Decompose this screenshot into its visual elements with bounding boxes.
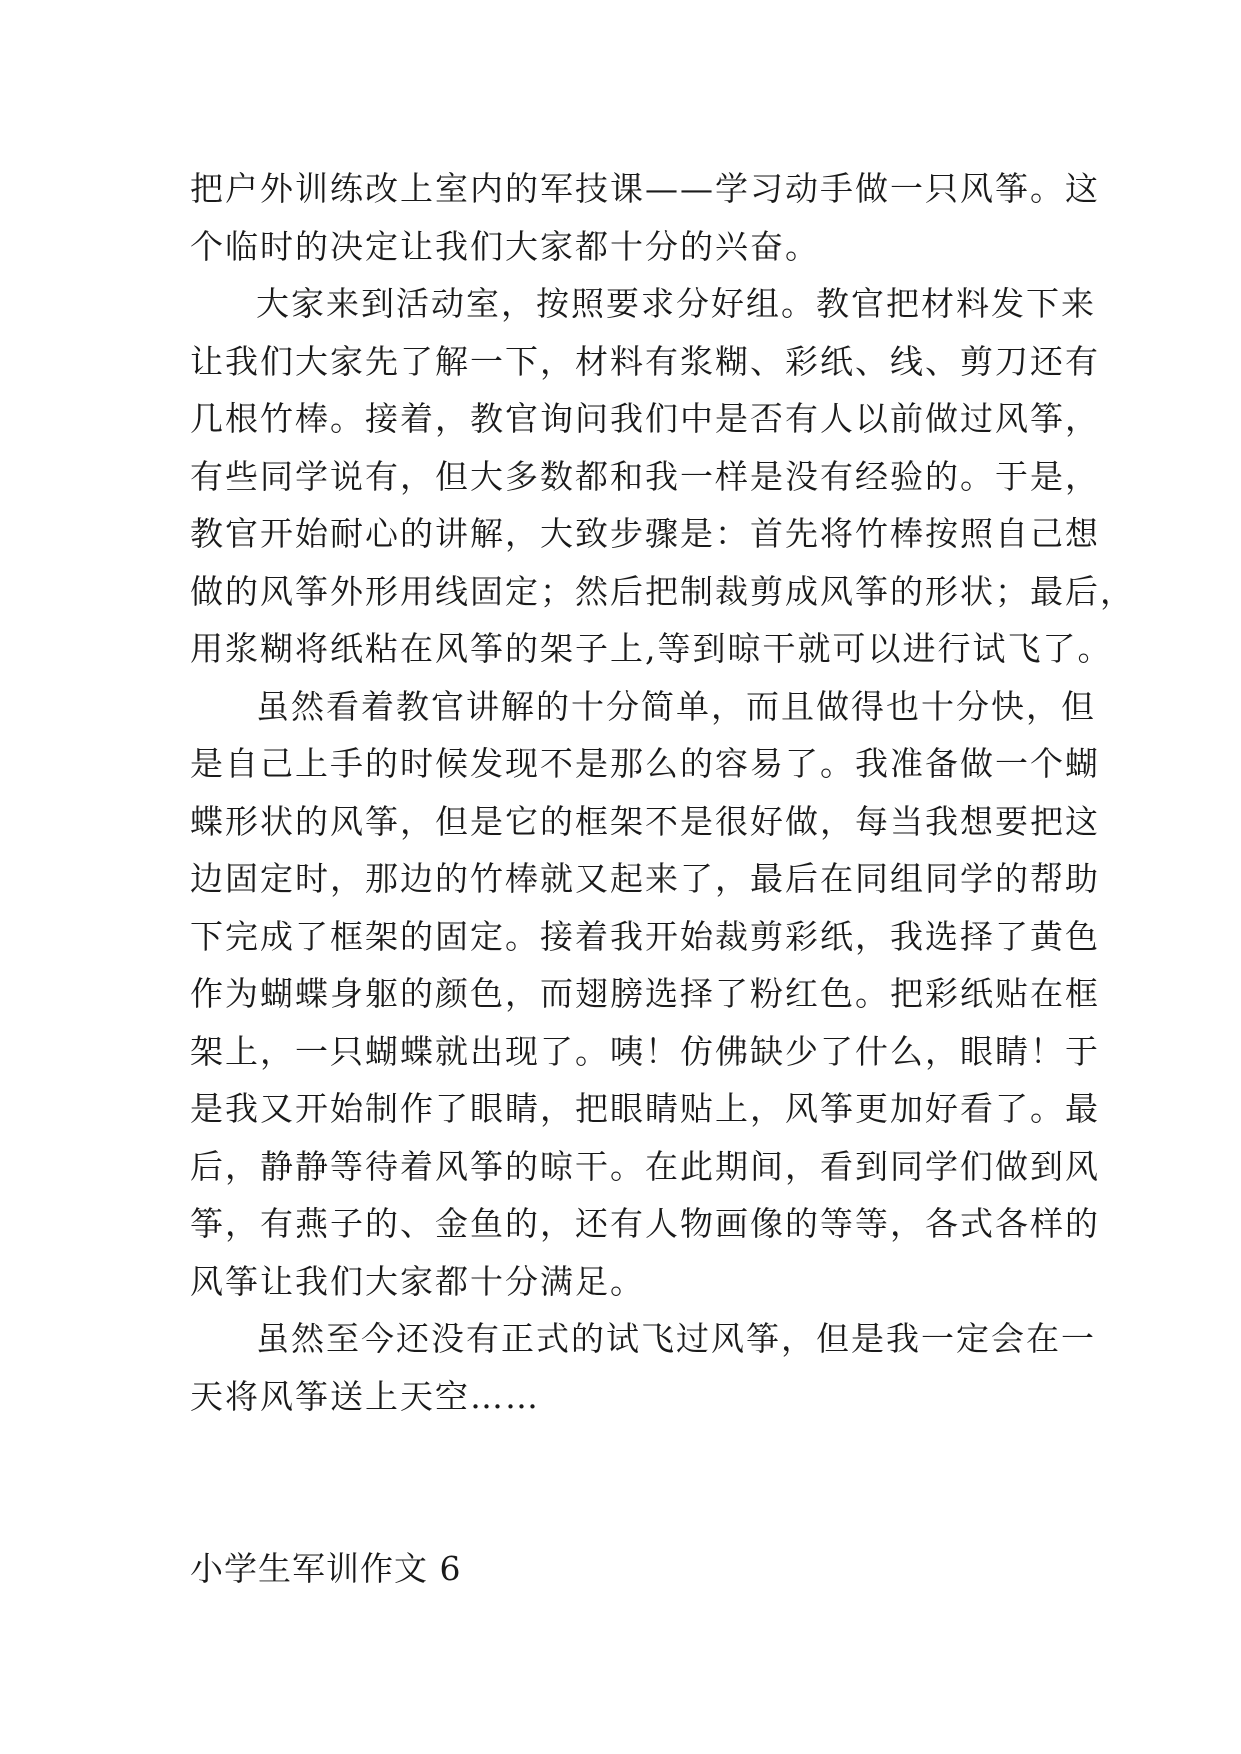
text-line: 教官开始耐心的讲解，大致步骤是：首先将竹棒按照自己想 [190, 514, 1100, 553]
paragraph-start-line: 虽然看着教官讲解的十分简单，而且做得也十分快，但 [256, 686, 1096, 726]
text-line: 是自己上手的时候发现不是那么的容易了。我准备做一个蝴 [190, 744, 1100, 783]
text-line: 作为蝴蝶身躯的颜色，而翅膀选择了粉红色。把彩纸贴在框 [190, 974, 1100, 1013]
text-line: 有些同学说有，但大多数都和我一样是没有经验的。于是， [190, 456, 1100, 496]
paragraph-start-line: 大家来到活动室，按照要求分好组。教官把材料发下来 [256, 284, 1096, 323]
text-line: 是我又开始制作了眼睛，把眼睛贴上，风筝更加好看了。最 [190, 1089, 1100, 1128]
section-title: 小学生军训作文 6 [190, 1549, 462, 1588]
text-line: 用浆糊将纸粘在风筝的架子上,等到晾干就可以进行试飞了。 [190, 629, 1113, 668]
text-line: 几根竹棒。接着，教官询问我们中是否有人以前做过风筝， [190, 399, 1100, 438]
text-line: 让我们大家先了解一下，材料有浆糊、彩纸、线、剪刀还有 [190, 341, 1100, 381]
text-line: 把户外训练改上室内的军技课——学习动手做一只风筝。这 [190, 169, 1100, 208]
text-line: 天将风筝送上天空…… [190, 1376, 540, 1416]
text-line: 后，静静等待着风筝的晾干。在此期间，看到同学们做到风 [190, 1146, 1100, 1186]
text-line: 下完成了框架的固定。接着我开始裁剪彩纸，我选择了黄色 [190, 916, 1100, 956]
text-line: 筝，有燕子的、金鱼的，还有人物画像的等等，各式各样的 [190, 1204, 1100, 1243]
text-line: 架上，一只蝴蝶就出现了。咦！仿佛缺少了什么，眼睛！于 [190, 1031, 1100, 1071]
text-line: 做的风筝外形用线固定；然后把制裁剪成风筝的形状；最后， [190, 571, 1135, 611]
text-line: 风筝让我们大家都十分满足。 [190, 1261, 645, 1301]
paragraph-start-line: 虽然至今还没有正式的试飞过风筝，但是我一定会在一 [256, 1319, 1096, 1358]
text-line: 个临时的决定让我们大家都十分的兴奋。 [190, 226, 820, 266]
document-page [190, 160, 1135, 1598]
text-line: 边固定时，那边的竹棒就又起来了，最后在同组同学的帮助 [190, 859, 1100, 898]
section-spacer [190, 1425, 1060, 1540]
text-line: 蝶形状的风筝，但是它的框架不是很好做，每当我想要把这 [190, 801, 1100, 841]
